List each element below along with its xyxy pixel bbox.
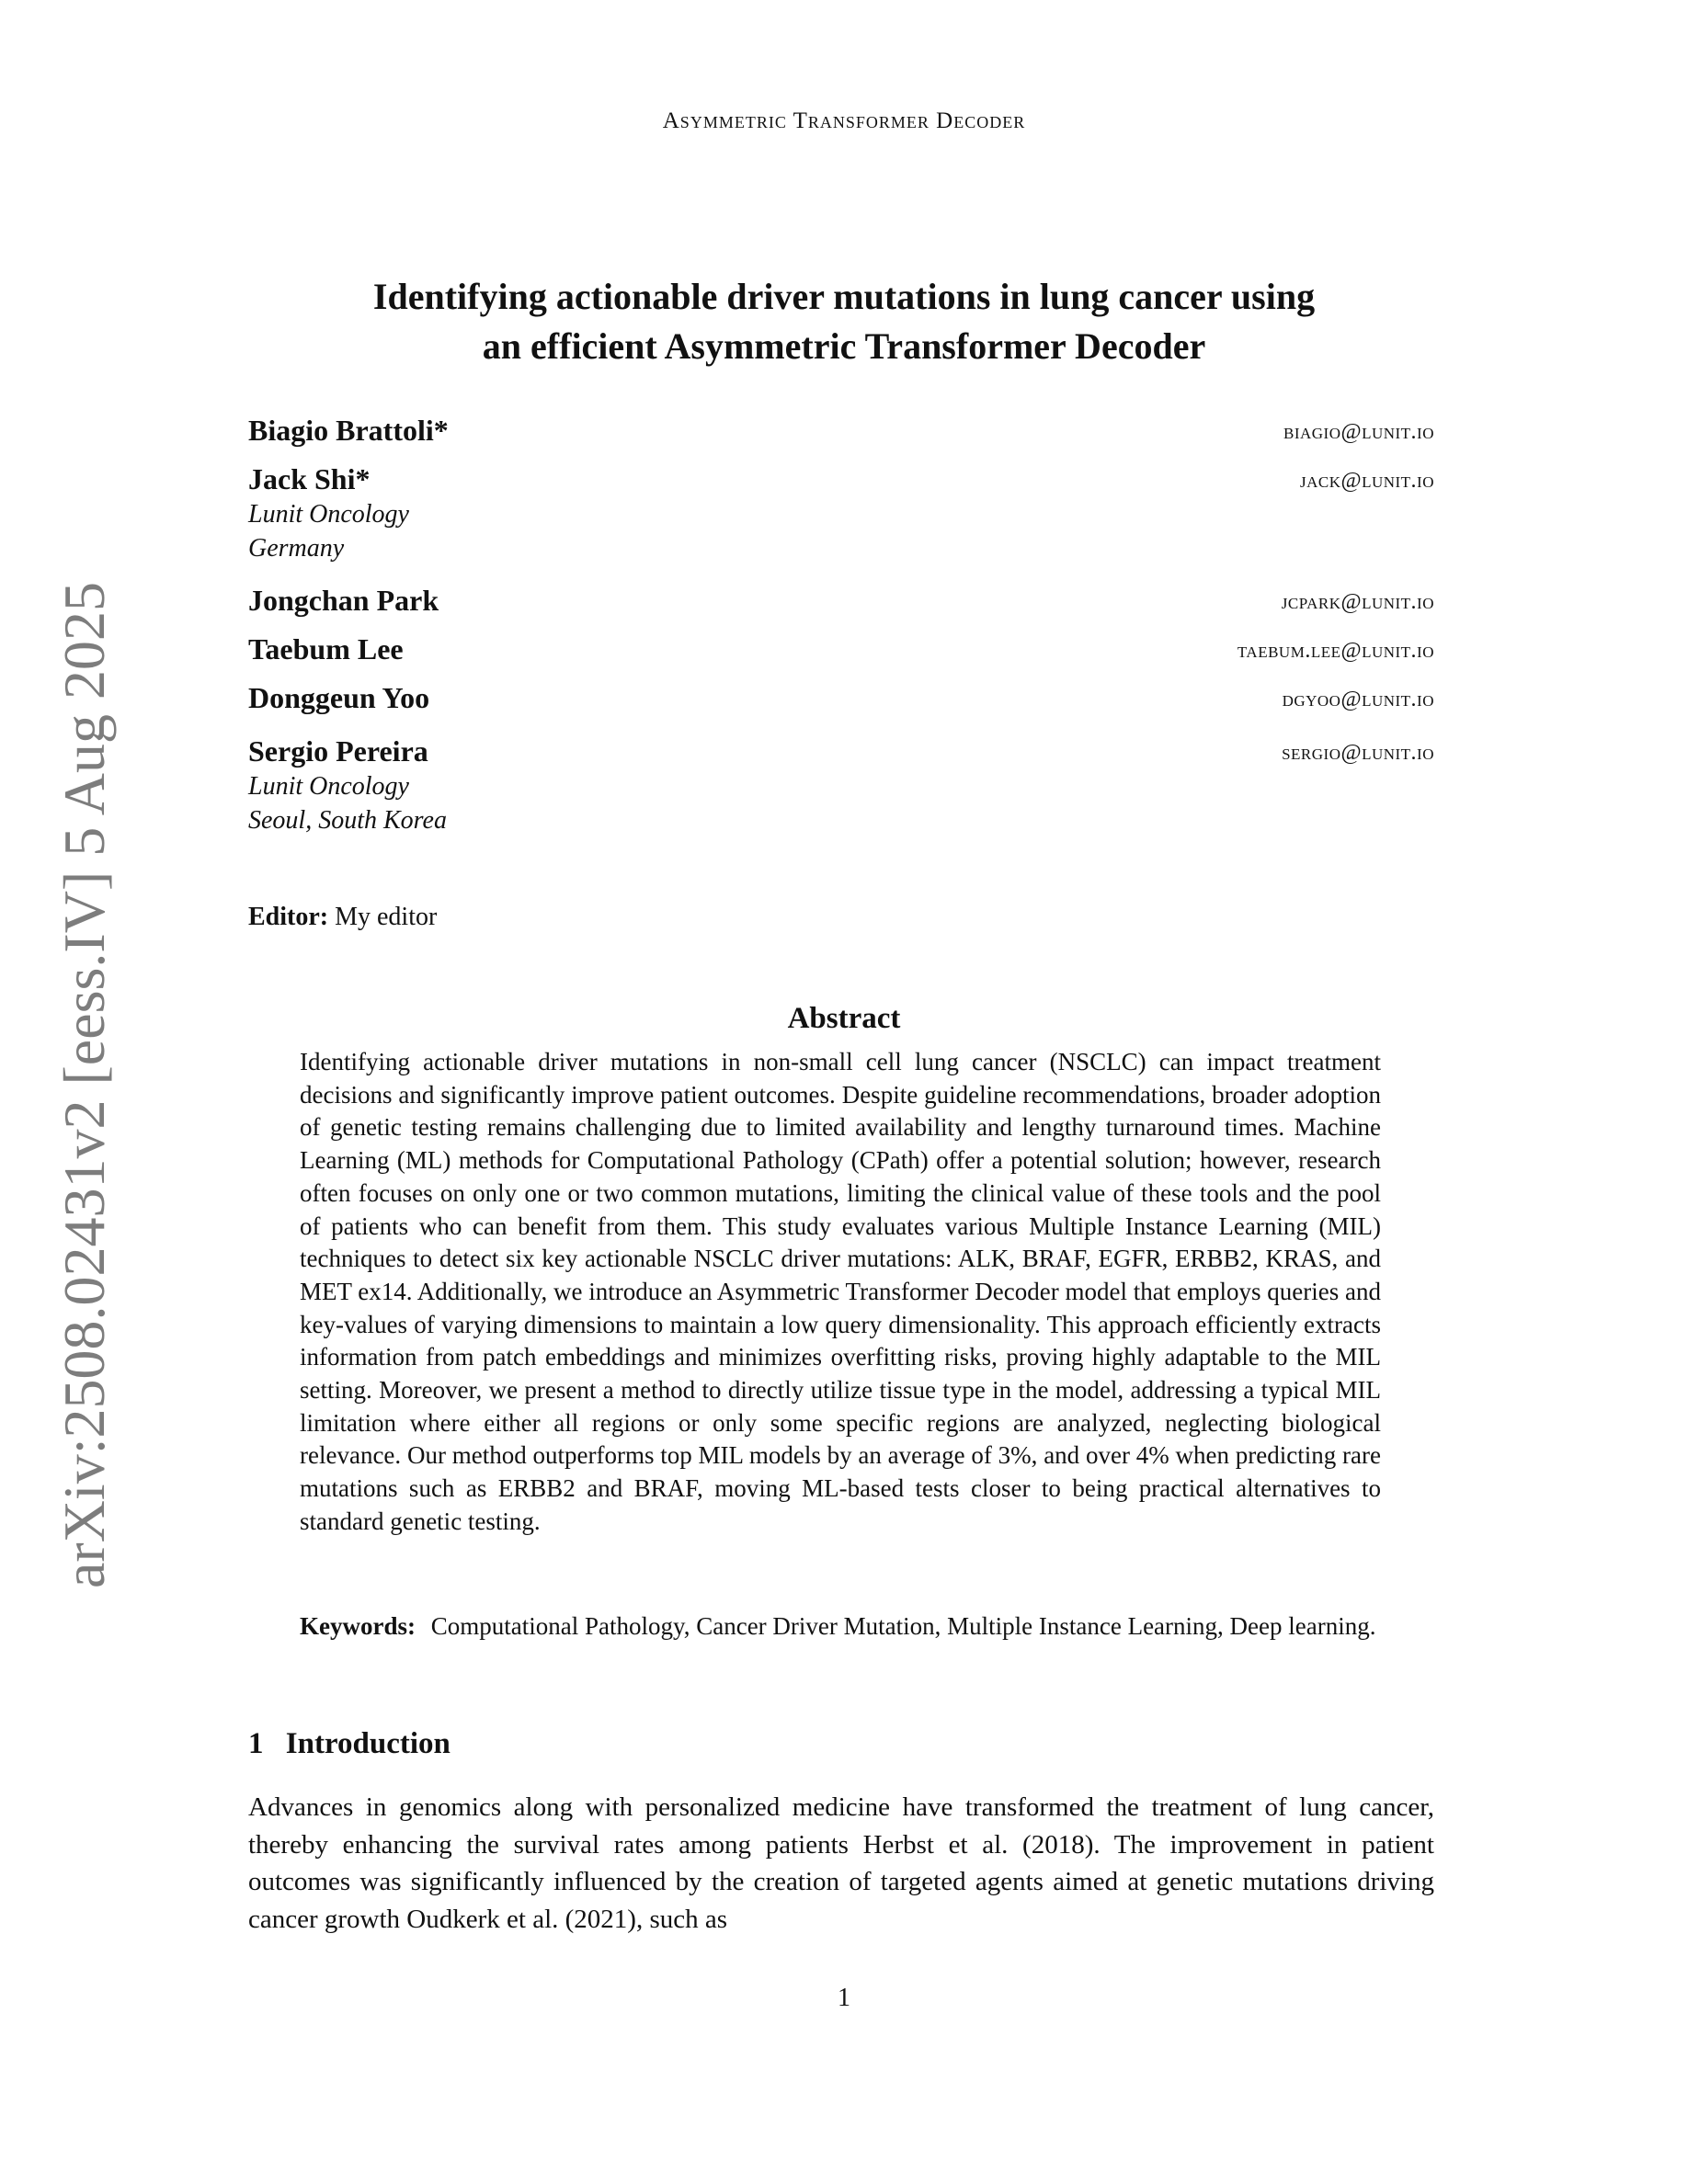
section-paragraph: Advances in genomics along with personalized medicine have transformed the treatment of lung cancer, thereby enhancing the survival rates among patients Herbst et al. (2018). The improvement in patient outcomes was significantly influenced by the creation of targeted agents aimed at genetic mutations driving cancer growth Oudkerk et al. (2021), such as [248, 1792, 1434, 1934]
keywords-label: Keywords: [300, 1612, 416, 1640]
author-email: sergio@lunit.io [1282, 741, 1434, 765]
affiliation-org: Lunit Oncology [248, 772, 409, 801]
author-name: Biagio Brattoli* [248, 414, 449, 447]
affiliation-org: Lunit Oncology [248, 500, 409, 529]
running-head: Asymmetric Transformer Decoder [662, 108, 1026, 133]
section-number: 1 [248, 1727, 264, 1760]
author-entry [248, 582, 1434, 619]
editor-label: Editor: [248, 903, 329, 931]
author-name: Jack Shi* [248, 462, 371, 495]
author-email: dgyoo@lunit.io [1282, 688, 1434, 711]
author-entry [248, 461, 1434, 497]
editor-value: My editor [335, 903, 438, 931]
paper-title [230, 272, 1458, 371]
author-name: Donggeun Yoo [248, 681, 430, 714]
page-number: 1 [838, 1984, 850, 2012]
author-entry [248, 679, 1434, 716]
author-email: taebum.lee@lunit.io [1237, 639, 1434, 663]
section-heading [248, 1724, 451, 1763]
author-name: Sergio Pereira [248, 734, 428, 768]
author-email: jack@lunit.io [1299, 469, 1434, 493]
abstract-text: Identifying actionable driver mutations in non-small cell lung cancer (NSCLC) can impact treatment decisions and significantly improve patient outcomes. Despite guideline recommendations, broader adoption of genetic testing remains challenging due to limited availability and lengthy turnaround times. Machine Learning (ML) methods for Computational Pathology (CPath) offer a potential solution; however, research often focuses on only one or two common mutations, limiting the clinical value of these tools and the pool of patients who can benefit from them. This study evaluates various Multiple Instance Learning (MIL) techniques to detect six key actionable NSCLC driver mutations: ALK, BRAF, EGFR, ERBB2, KRAS, and MET ex14. Additionally, we introduce an Asymmetric Transformer Decoder model that employs queries and key-values of varying dimensions to maintain a low query dimensionality. This approach efficiently extracts information from patch embeddings and minimizes overfitting risks, proving highly adaptable to the MIL setting. Moreover, we present a method to directly utilize tissue type in the model, addressing a typical MIL limitation where either all regions or only some specific regions are analyzed, neglecting biological relevance. Our method outperforms top MIL models by an average of 3%, and over 4% when predicting rare mutations such as ERBB2 and BRAF, moving ML-based tests closer to being practical alternatives to standard genetic testing. [300, 1048, 1381, 1535]
author-block [248, 412, 1434, 837]
keywords-line [300, 1610, 1381, 1644]
abstract-heading: Abstract [787, 1002, 901, 1035]
author-name: Taebum Lee [248, 632, 404, 665]
author-name: Jongchan Park [248, 584, 439, 617]
author-entry [248, 412, 1434, 449]
affiliation-place: Seoul, South Korea [248, 806, 447, 835]
author-entry [248, 733, 1434, 769]
author-email: jcpark@lunit.io [1281, 590, 1434, 614]
editor-line [248, 901, 437, 934]
keywords-value: Computational Pathology, Cancer Driver Mutation, Multiple Instance Learning, Deep learning. [430, 1612, 1376, 1640]
affiliation-place: Germany [248, 534, 345, 563]
section-title: Introduction [285, 1727, 451, 1760]
paper-title-line-1: Identifying actionable driver mutations in lung cancer using [372, 276, 1316, 317]
author-entry [248, 631, 1434, 667]
paper-title-line-2: an efficient Asymmetric Transformer Decoder [482, 325, 1206, 367]
author-email: biagio@lunit.io [1283, 420, 1434, 444]
arxiv-identifier-stamp: arXiv:2508.02431v2 [eess.IV] 5 Aug 2025 [51, 582, 117, 1588]
